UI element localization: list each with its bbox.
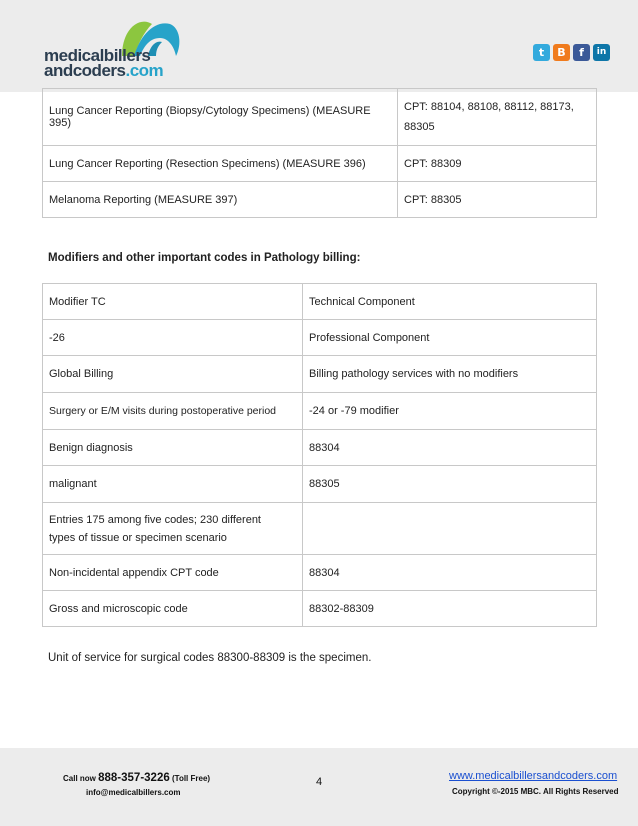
page-number: 4 <box>316 776 323 788</box>
item-cell: Entries 175 among five codes; 230 different types of tissue or specimen scenario <box>43 503 303 555</box>
modifiers-table <box>42 283 597 627</box>
section-heading: Modifiers and other important codes in Pathology billing: <box>48 252 361 264</box>
item-cell: Benign diagnosis <box>43 430 303 466</box>
cpt-cell: CPT: 88104, 88108, 88112, 88173, 88305 <box>398 89 597 146</box>
item-cell: malignant <box>43 466 303 503</box>
value-cell: -24 or -79 modifier <box>303 393 597 430</box>
value-cell <box>303 503 597 555</box>
value-cell: 88304 <box>303 555 597 591</box>
item-cell: -26 <box>43 320 303 356</box>
blogger-icon[interactable]: B <box>553 44 570 61</box>
measure-cell: Melanoma Reporting (MEASURE 397) <box>43 182 398 218</box>
cpt-cell: CPT: 88309 <box>398 146 597 182</box>
item-cell: Surgery or E/M visits during postoperative period <box>43 393 303 430</box>
item-cell: Modifier TC <box>43 284 303 320</box>
table-row <box>43 591 597 627</box>
value-cell: 88302-88309 <box>303 591 597 627</box>
measure-cell: Lung Cancer Reporting (Resection Specimens) (MEASURE 396) <box>43 146 398 182</box>
logo-line2: andcoders.com <box>44 61 164 80</box>
value-cell: 88305 <box>303 466 597 503</box>
footer-email[interactable]: info@medicalbillers.com <box>86 788 181 797</box>
logo-line1: medicalbillers <box>44 46 151 65</box>
table-row <box>43 466 597 503</box>
table-row <box>43 182 597 218</box>
table-row <box>43 555 597 591</box>
table-row <box>43 320 597 356</box>
footer-website-link[interactable]: www.medicalbillersandcoders.com <box>449 770 618 782</box>
table-row <box>43 89 597 146</box>
table-row <box>43 284 597 320</box>
footnote: Unit of service for surgical codes 88300-88309 is the specimen. <box>48 652 372 664</box>
item-cell: Non-incidental appendix CPT code <box>43 555 303 591</box>
table-row <box>43 146 597 182</box>
footer-call: Call now 888-357-3226 (Toll Free) <box>63 772 211 784</box>
footer-phone[interactable]: 888-357-3226 <box>98 772 170 784</box>
facebook-icon[interactable]: f <box>573 44 590 61</box>
table-row <box>43 356 597 393</box>
item-cell: Global Billing <box>43 356 303 393</box>
quality-measures-table <box>42 88 597 218</box>
table-row <box>43 503 597 555</box>
logo-wordmark <box>44 48 163 78</box>
footer-copyright: Copyright ©-2015 MBC. All Rights Reserved <box>452 787 619 796</box>
table-row <box>43 430 597 466</box>
table-row <box>43 393 597 430</box>
value-cell: 88304 <box>303 430 597 466</box>
twitter-icon[interactable]: t <box>533 44 550 61</box>
measure-cell: Lung Cancer Reporting (Biopsy/Cytology Specimens) (MEASURE 395) <box>43 89 398 146</box>
cpt-cell: CPT: 88305 <box>398 182 597 218</box>
value-cell: Professional Component <box>303 320 597 356</box>
value-cell: Technical Component <box>303 284 597 320</box>
linkedin-icon[interactable]: in <box>593 44 610 61</box>
value-cell: Billing pathology services with no modifiers <box>303 356 597 393</box>
item-cell: Gross and microscopic code <box>43 591 303 627</box>
